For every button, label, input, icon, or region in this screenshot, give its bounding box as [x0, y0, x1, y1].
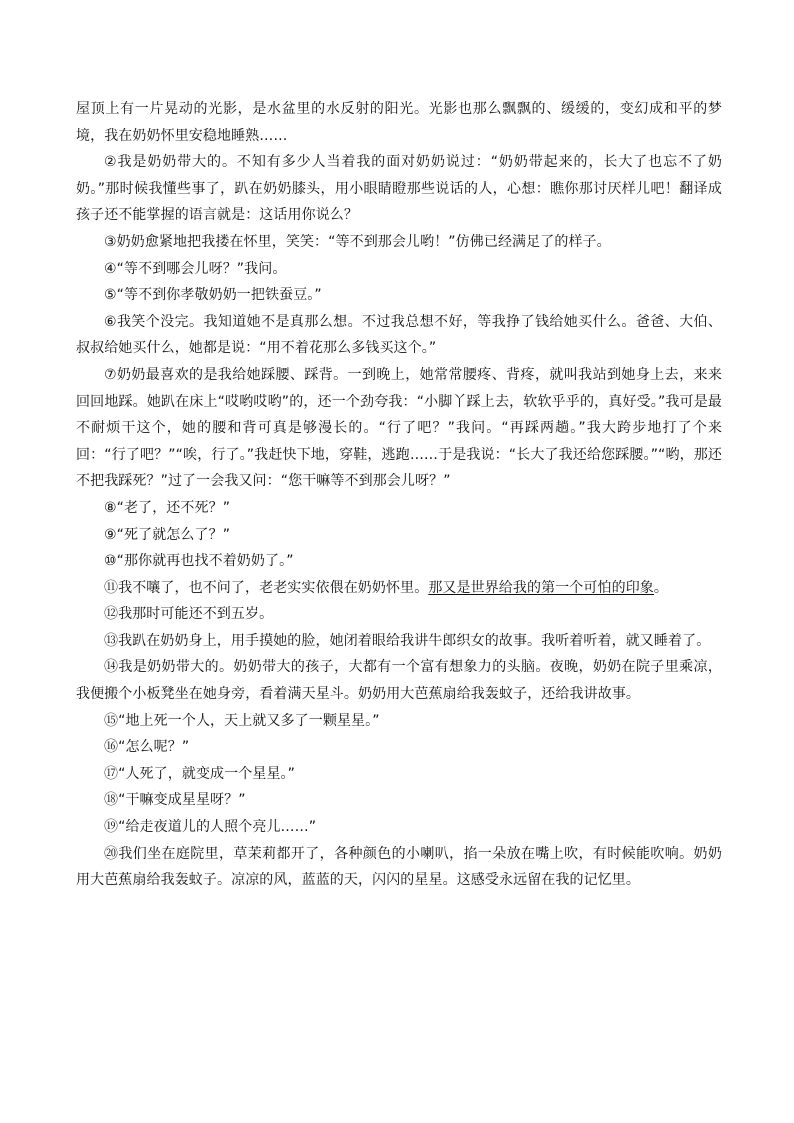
paragraph-number: ⑤	[104, 287, 117, 304]
paragraph	[76, 734, 722, 761]
paragraph	[76, 309, 722, 362]
paragraph-text: 奶奶愈紧地把我搂在怀里，笑笑：“等不到那会儿哟！”仿佛已经满足了的样子。	[116, 233, 611, 250]
paragraph	[76, 522, 722, 549]
paragraph	[76, 787, 722, 814]
paragraph-text: 我是奶奶带大的。奶奶带大的孩子，大都有一个富有想象力的头脑。夜晚，奶奶在院子里乘凉，我便搬个小板凳坐在她身旁，看着满天星斗。奶奶用大芭蕉扇给我轰蚊子，还给我讲故事。	[76, 659, 722, 703]
paragraph-number: ⑰	[104, 765, 119, 782]
paragraph	[76, 362, 722, 495]
paragraph	[76, 841, 722, 894]
underlined-sentence: 那又是世界给我的第一个可怕的印象	[428, 579, 654, 596]
paragraph-number: ⑳	[104, 845, 119, 862]
paragraph-text: “地上死一个人，天上就又多了一颗星星。”	[118, 712, 380, 729]
paragraph-number: ②	[104, 154, 118, 171]
paragraph-number: ⑫	[104, 606, 119, 623]
paragraph-number: ⑱	[104, 792, 119, 809]
paragraph	[76, 601, 722, 628]
paragraph-text: “人死了，就变成一个星星。”	[118, 765, 296, 782]
paragraph	[76, 814, 722, 841]
paragraph-text: “等不到哪会儿呀？”我问。	[116, 260, 287, 277]
paragraph	[76, 96, 722, 149]
paragraph-number: ⑯	[104, 739, 119, 756]
paragraph	[76, 282, 722, 309]
paragraph	[76, 628, 722, 655]
paragraph-text: 屋顶上有一片晃动的光影，是水盆里的水反射的阳光。光影也那么飘飘的、缓缓的，变幻成和平的梦境，我在奶奶怀里安稳地睡熟……	[76, 101, 722, 144]
paragraph-number: ⑨	[104, 526, 117, 543]
paragraph-text: 我那时可能还不到五岁。	[118, 606, 274, 623]
paragraph-text: “老了，还不死？”	[116, 499, 231, 516]
paragraph	[76, 495, 722, 522]
paragraph-number: ③	[104, 233, 117, 250]
paragraph-text: 奶奶最喜欢的是我给她踩腰、踩背。一到晚上，她常常腰疼、背疼，就叫我站到她身上去，来来回回地踩。她趴在床上“哎哟哎哟”的，还一个劲夸我：“小脚丫踩上去，软软乎乎的，真好受。”我可是最不耐烦干这个，她的腰和背可真是够漫长的。“行了吧？”我问。“再踩两趟。”我大跨步地打了个来回：“行了吧？”“唉，行了。”我赶快下地，穿鞋，逃跑……于是我说：“长大了我还给您踩腰。”“哟，那还不把我踩死？”过了一会我又问：“您干嘛等不到那会儿呀？”	[76, 366, 722, 490]
paragraph-text: 我们坐在庭院里，草茉莉都开了，各种颜色的小喇叭，掐一朵放在嘴上吹，有时候能吹响。奶奶用大芭蕉扇给我轰蚊子。凉凉的风，蓝蓝的天，闪闪的星星。这感受永远留在我的记忆里。	[76, 845, 722, 889]
paragraph-text: 我不嚷了，也不问了，老老实实依偎在奶奶怀里。	[118, 579, 429, 596]
paragraph-text: “那你就再也找不着奶奶了。”	[116, 553, 294, 570]
paragraph-text: “死了就怎么了？”	[116, 526, 231, 543]
paragraph	[76, 654, 722, 707]
paragraph-text: “等不到你孝敬奶奶一把铁蚕豆。”	[116, 287, 322, 304]
paragraph-number: ⑦	[104, 366, 117, 383]
paragraph-number: ⑩	[104, 553, 117, 570]
paragraph	[76, 229, 722, 256]
paragraph-text: 。	[653, 579, 669, 596]
paragraph-text: “给走夜道儿的人照个亮儿……”	[118, 819, 317, 836]
paragraph	[76, 761, 722, 788]
paragraph	[76, 575, 722, 602]
paragraph-number: ⑭	[104, 659, 119, 676]
paragraph	[76, 548, 722, 575]
paragraph-text: 我是奶奶带大的。不知有多少人当着我的面对奶奶说过：“奶奶带起来的，长大了也忘不了奶奶。”那时候我懂些事了，趴在奶奶膝头，用小眼睛瞪那些说话的人，心想：瞧你那讨厌样儿吧！翻译成孩子还不能掌握的语言就是：这话用你说么？	[76, 154, 722, 224]
paragraph	[76, 149, 722, 229]
paragraph-text: 我笑个没完。我知道她不是真那么想。不过我总想不好，等我挣了钱给她买什么。爸爸、大伯、叔叔给她买什么，她都是说：“用不着花那么多钱买这个。”	[76, 313, 722, 357]
paragraph-number: ⑥	[104, 313, 117, 330]
paragraph	[76, 256, 722, 283]
paragraph-number: ⑲	[104, 819, 119, 836]
paragraph-number: ④	[104, 260, 117, 277]
paragraph-number: ⑪	[104, 579, 119, 596]
paragraph-text: “怎么呢？”	[118, 739, 190, 756]
paragraph	[76, 708, 722, 735]
paragraph-number: ⑧	[104, 499, 117, 516]
paragraph-number: ⑮	[104, 712, 119, 729]
article-body	[76, 96, 722, 894]
paragraph-text: 我趴在奶奶身上，用手摸她的脸，她闭着眼给我讲牛郎织女的故事。我听着听着，就又睡着了。	[118, 632, 711, 649]
paragraph-number: ⑬	[104, 632, 119, 649]
paragraph-text: “干嘛变成星星呀？”	[118, 792, 246, 809]
